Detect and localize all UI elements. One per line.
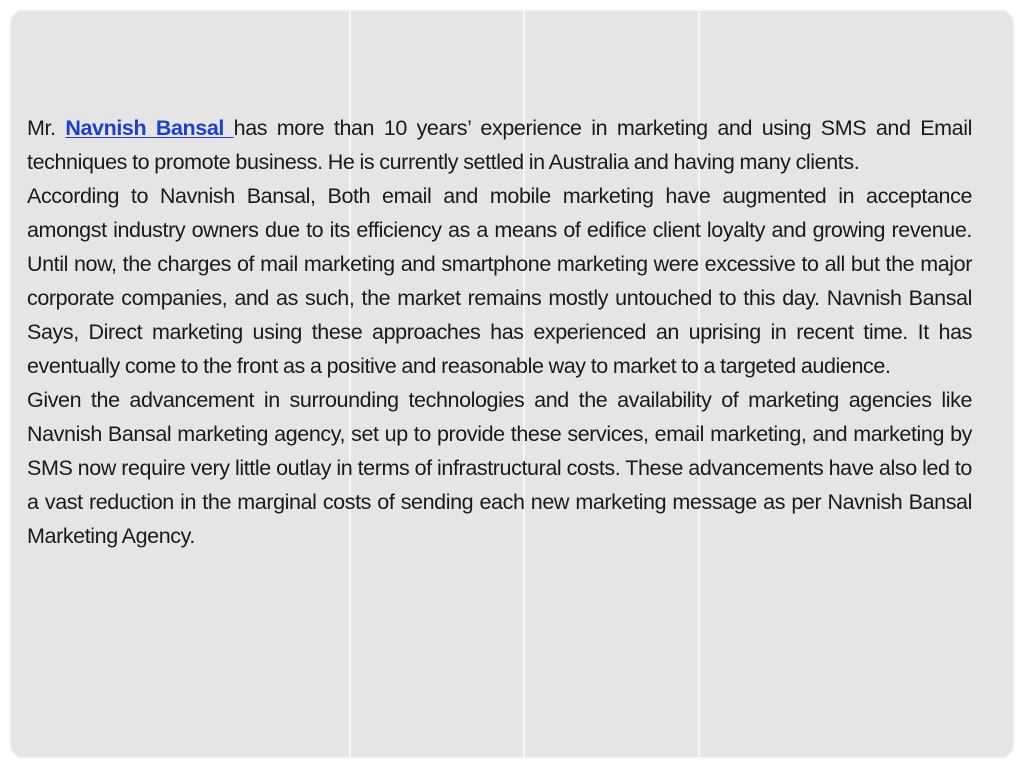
slide-text-body [27, 111, 972, 553]
paragraph-according: According to Navnish Bansal, Both email and mobile marketing have augmented in acceptance amongst industry owners due to its efficiency as a means of edifice client loyalty and growing revenue. Until now, the charges of mail marketing and smartphone marketing were excessive to all but the major corporate companies, and as such, the market remains mostly untouched to this day. Navnish Bansal Says, Direct marketing using these approaches has experienced an uprising in recent time. It has eventually come to the front as a positive and reasonable way to market to a targeted audience. [27, 184, 972, 378]
slide-panel [11, 11, 1013, 757]
paragraph-intro [27, 111, 972, 179]
navnish-bansal-link[interactable]: Navnish Bansal [65, 116, 234, 140]
paragraph-given: Given the advancement in surrounding technologies and the availability of marketing agencies like Navnish Bansal marketing agency, set up to provide these services, email marketing, and marketing by SMS now require very little outlay in terms of infrastructural costs. These advancements have also led to a vast reduction in the marginal costs of sending each new marketing message as per Navnish Bansal Marketing Agency. [27, 388, 972, 548]
intro-prefix: Mr. [27, 116, 66, 140]
intro-text: has more than 10 years’ experience in marketing and using SMS and Email techniques to promote business. He is currently settled in Australia and having many clients. [27, 116, 972, 174]
